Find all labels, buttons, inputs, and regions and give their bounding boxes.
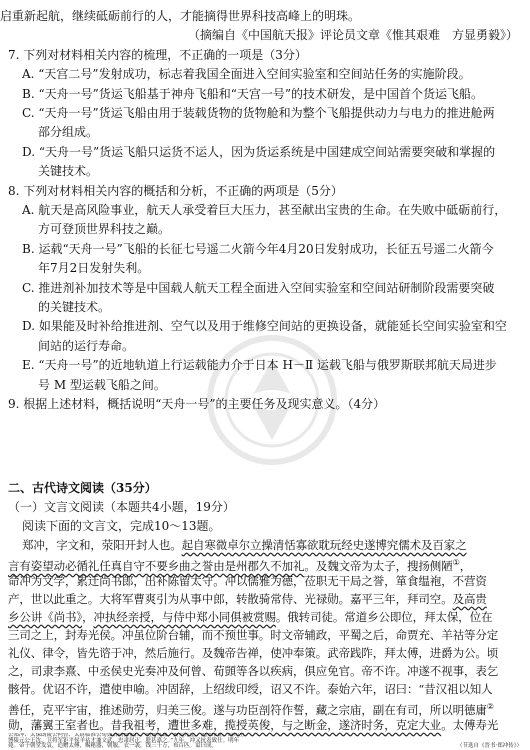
q8-option-b: B. 运载“天舟一号”飞船的长征七号遥二火箭今年4月20日发射成功，长征五号遥二火箭今 bbox=[22, 242, 494, 256]
underlined-segment: 乡公讲《尚书》 bbox=[8, 610, 83, 624]
classical-text-line-14: 薨。帝于朝堂发哀，追赠太傅，赐秘器，朝服，衣一袭，钱三十万，布百匹。谥曰成。 bbox=[8, 743, 218, 750]
q8-option-d-cont: 间站的运行寿命。 bbox=[38, 339, 135, 353]
q8-option-c-cont: 的关键技术。 bbox=[38, 300, 111, 314]
underlined-segment: 及高贵 bbox=[452, 592, 487, 606]
classical-text-line-13: 博陵元公王沈、卫将军钜平侯羊祜才兼文武，忠肃居正，朕甚嘉之。”九年，冲又抗表致仕。明年 bbox=[8, 737, 240, 744]
underlined-segment: 昔我祖考，遭世多难，揽授英俊，与之断金，遂济时务，克定大业 bbox=[110, 718, 442, 732]
wavy-underlined-segment: 起自寒微卓尔立操清恬寡欲耽玩经史遂博究儒术及百家之 bbox=[181, 538, 467, 552]
q8-option-e: E. “天舟一号”的近地轨道上行运载能力介于日本 H－Ⅱ 运载飞船与俄罗斯联邦航天局进步 bbox=[22, 358, 497, 372]
q8-option-e-cont: 号 M 型运载飞船之间。 bbox=[38, 378, 166, 392]
q8-option-c: C. 推进剂补加技术等是中国载人航天工程全面进入空间实验室和空间站研制阶段需要突破 bbox=[22, 281, 495, 295]
question-7-stem: 7. 下列对材料相关内容的梳理，不正确的一项是（3分） bbox=[8, 48, 307, 62]
text-segment: 勋，藩翼王室者也。 bbox=[8, 718, 111, 732]
text-segment: 。及魏文帝为太子，搜扬侧陋 bbox=[304, 558, 453, 573]
classical-text-line-3: 命冲为文学，累迁尚书郎，出补陈留太守。冲以儒雅为德，莅职无干局之誉，箪食缊袍，不营资 bbox=[8, 574, 487, 588]
classical-text-line-9: 骸骨。优诏不许，遣使申喻。冲固辞，上绍绂印绶，诏又不许。泰始六年，诏曰：“昔汉祖以知人 bbox=[8, 682, 493, 696]
q7-option-b: B. “天舟一号”货运飞船基于神舟飞船和“天宫一号”的技术研发，是中国首个货运飞船。 bbox=[22, 87, 483, 101]
text-segment: 郑冲，字文和，荥阳开封人也。 bbox=[22, 538, 182, 552]
classical-text-line-7: 礼仪、律令，皆先谘于冲，然后施行。及魏帝告禅，使冲奉策。武帝践阼，拜太傅，进爵为公。顷 bbox=[8, 646, 499, 660]
q7-option-c-cont: 部分组成。 bbox=[38, 125, 99, 139]
classical-text-line-12: 公郑冲、太保朗陵公何曾、太尉临淮公荀顗各尚德依仁，明允笃诚，翼亮先皇，光济帝业。故司空 bbox=[8, 733, 245, 738]
classical-text-line-8: 之，司隶李熹、中丞侯史光奏冲及何曾、荀顗等各以疾病，俱应免官。帝不许。冲遂不视事，表乞 bbox=[8, 664, 499, 678]
classical-text-line-10 bbox=[0, 699, 530, 718]
q7-option-d-cont: 关键技术。 bbox=[38, 164, 99, 178]
passage-end-line: 启重新起航，继续砥砺前行的人，才能摘得世界科技高峰上的明珠。 bbox=[0, 9, 361, 23]
text-segment: ， bbox=[82, 610, 94, 624]
reading-instruction: 阅读下面的文言文，完成10～13题。 bbox=[22, 519, 221, 533]
footnote-marker-1: ① bbox=[452, 558, 460, 567]
q7-option-a: A. “天宫二号”发射成功，标志着我国全面进入空间实验室和空间站任务的实施阶段。 bbox=[22, 67, 471, 81]
underlined-segment: 冲执经亲授，与侍中郑小同俱被赏赐 bbox=[93, 610, 276, 624]
q8-option-d: D. 如果能及时补给推进剂、空气以及用于维修空间站的更换设备，就能延长空间实验室和空 bbox=[22, 319, 507, 333]
classical-source: （节选自《晋书·郑冲传》） bbox=[457, 743, 522, 750]
classical-text-line-4 bbox=[0, 591, 530, 607]
wavy-underlined-segment: 言有姿望动必循礼任真自守不要乡曲之誉由是州郡久不加礼 bbox=[8, 558, 305, 573]
text-segment: 产，世以此重之。大将军曹爽引为从事中郎，转散骑常侍、光禄勋。嘉平三年，拜司空。 bbox=[8, 592, 453, 606]
question-8-stem: 8. 下列对材料相关内容的概括和分析，不正确的两项是（5分） bbox=[8, 184, 343, 198]
section-2-title: 二、古代诗文阅读（35分） bbox=[8, 481, 157, 495]
classical-text-line-5 bbox=[0, 609, 530, 625]
classical-text-line-2 bbox=[0, 555, 530, 574]
q7-option-c: C. “天舟一号”货运飞船由用于装载货物的货物舱和为整个飞船提供动力与电力的推进舱两 bbox=[22, 106, 495, 120]
q7-option-d: D. “天舟一号”货运飞船只运货不运人，因为货运系统是中国建成空间站需要突破和掌握的 bbox=[22, 145, 496, 159]
text-segment: ， bbox=[459, 558, 472, 573]
passage-source: （摘编自《中国航天报》评论员文章《惟其艰难 方显勇毅》） bbox=[187, 28, 518, 42]
classical-text-line-1 bbox=[0, 537, 530, 553]
question-9-stem: 9. 根据上述材料，概括说明“天舟一号”的主要任务及现实意义。（4分） bbox=[8, 397, 386, 411]
q8-option-b-cont: 年7月2日发射失利。 bbox=[38, 261, 150, 275]
classical-tail bbox=[8, 733, 522, 750]
classical-text-line-6: 三司之上，封寿光侯。冲虽位阶台辅，而不预世事。时文帝辅政，平蜀之后，命贾充、羊祜等分定 bbox=[8, 628, 499, 642]
q8-option-a: A. 航天是高风险事业，航天人承受着巨大压力，甚至献出宝贵的生命。在失败中砥砺前行， bbox=[22, 203, 507, 217]
section-2-subtitle: （一）文言文阅读（本题共4小题，19分） bbox=[8, 500, 235, 514]
text-segment: 。太傅寿光 bbox=[441, 718, 499, 732]
footnote-marker-2: ② bbox=[486, 702, 494, 711]
q8-option-a-cont: 方可登顶世界科技之巅。 bbox=[38, 222, 171, 236]
classical-text-line-11 bbox=[0, 717, 530, 733]
text-segment: 善任，克平宇宙，推述勋劳，归美三俊。遂与功臣剖符作誓，藏之宗庙，副在有司，所以明德庸 bbox=[8, 702, 487, 717]
text-segment: 。俄转司徒。常道乡公即位，拜太保，位在 bbox=[275, 610, 493, 624]
